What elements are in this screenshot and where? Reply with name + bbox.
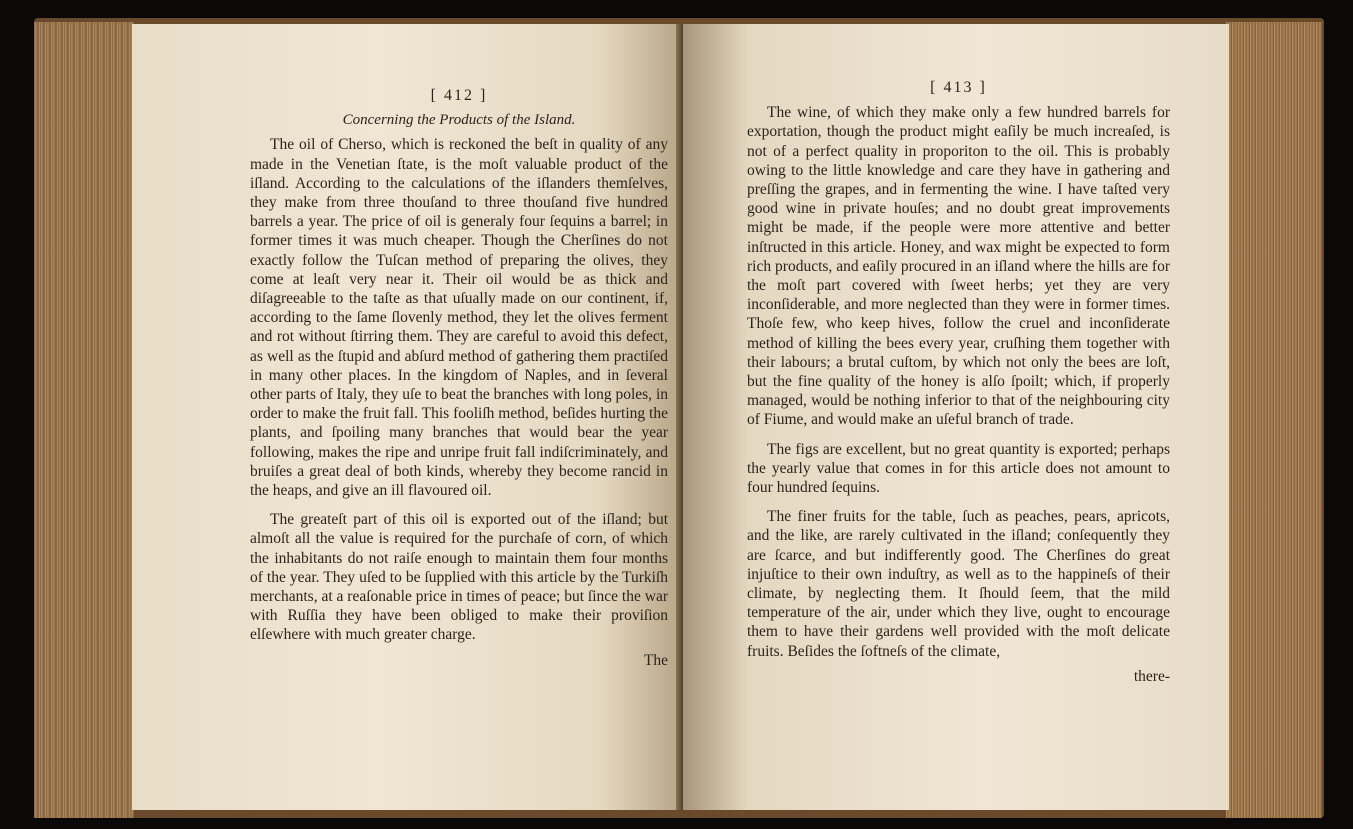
left-page xyxy=(132,24,682,810)
right-paragraph-3: The finer fruits for the table, ſuch as peaches, pears, apricots, and the like, are rarely cultivated in the iſland; conſequently they are ſcarce, and but indifferently good. The Cherſines do great injuſtice to their own induſtry, as well as to the happineſs of their climate, by neglecting them. It ſhould ſeem, that the mild temperature of the air, under which they live, ought to encourage them to have their gardens well provided with the moſt delicate fruits. Beſides the ſoftneſs of the climate, xyxy=(747,508,1170,660)
right-page-text xyxy=(747,78,1170,686)
left-paragraph-1: The oil of Cherso, which is reckoned the beſt in quality of any made in the Venetian ſtate, is the moſt valuable product of the iſland. According to the calculations of the iſlanders themſelves, they make from three thouſand to three thouſand five hundred barrels a year. The price of oil is generaly four ſequins a barrel; in former times it was much cheaper. Though the Cherſines do not exactly follow the Tuſcan method of preparing the olives, they come at leaſt very near it. Their oil would be as thick and diſagreeable to the taſte as that uſually made on our continent, if, according to the ſame ſlovenly method, they let the olives ferment and rot without ſtirring them. They are careful to avoid this defect, as well as the ſtupid and abſurd method of gathering them practiſed in many other places. In the kingdom of Naples, and in ſeveral other parts of Italy, they uſe to beat the branches with long poles, in order to make the fruit fall. This fooliſh method, beſides hurting the plants, and ſpoiling many branches that would bear the year following, makes the ripe and unripe fruit fall indiſcriminately, and bruiſes a great deal of both kinds, whereby they become rancid in the heaps, and give an ill flavoured oil. xyxy=(250,136,668,500)
left-catchword: The xyxy=(643,651,668,669)
right-page xyxy=(683,24,1229,810)
left-paragraph-2: The greateſt part of this oil is exported out of the iſland; but almoſt all the value is required for the purchaſe of corn, of which the inhabitants do not raiſe enough to maintain them four months of the year. They uſed to be ſupplied with this article by the Turkiſh merchants, at a reaſonable price in times of peace; but ſince the war with Ruſſia they have been obliged to make their proviſion elſewhere with much greater charge. xyxy=(250,511,668,644)
right-paragraph-2: The figs are excellent, but no great quantity is exported; perhaps the yearly value that comes in for this article does not amount to four hundred ſequins. xyxy=(747,440,1170,497)
left-page-edges xyxy=(34,22,134,818)
right-catchword: there- xyxy=(1133,667,1170,685)
left-page-number: [ 412 ] xyxy=(430,87,488,104)
left-page-text xyxy=(250,86,668,670)
right-page-edges xyxy=(1226,22,1322,818)
section-heading: Concerning the Products of the Island. xyxy=(342,112,576,129)
right-paragraph-1: The wine, of which they make only a few hundred barrels for exportation, though the product might eaſily be much increaſed, is not of a perfect quality in proporiton to the oil. This is probably owing to the little knowledge and care they have in gathering and preſſing the grapes, and in fermenting the wine. I have taſted very good wine in private houſes; and no doubt great improvements might be made, if the people were more attentive and better inſtructed in this article. Honey, and wax might be expected to form rich products, and eaſily procured in an iſland where the hills are for the moſt part covered with ſweet herbs; yet they are very inconſiderable, and more neglected than they were in former times. Thoſe few, who keep hives, follow the cruel and inconſiderate method of killing the bees every year, cruſhing them together with their labours; a brutal cuſtom, by which not only the bees are loſt, but the fine quality of the honey is alſo ſpoilt; which, if properly managed, would be nothing inferior to that of the neighbouring city of Fiume, and would make an uſeful branch of trade. xyxy=(747,104,1170,429)
right-page-number: [ 413 ] xyxy=(930,79,987,96)
